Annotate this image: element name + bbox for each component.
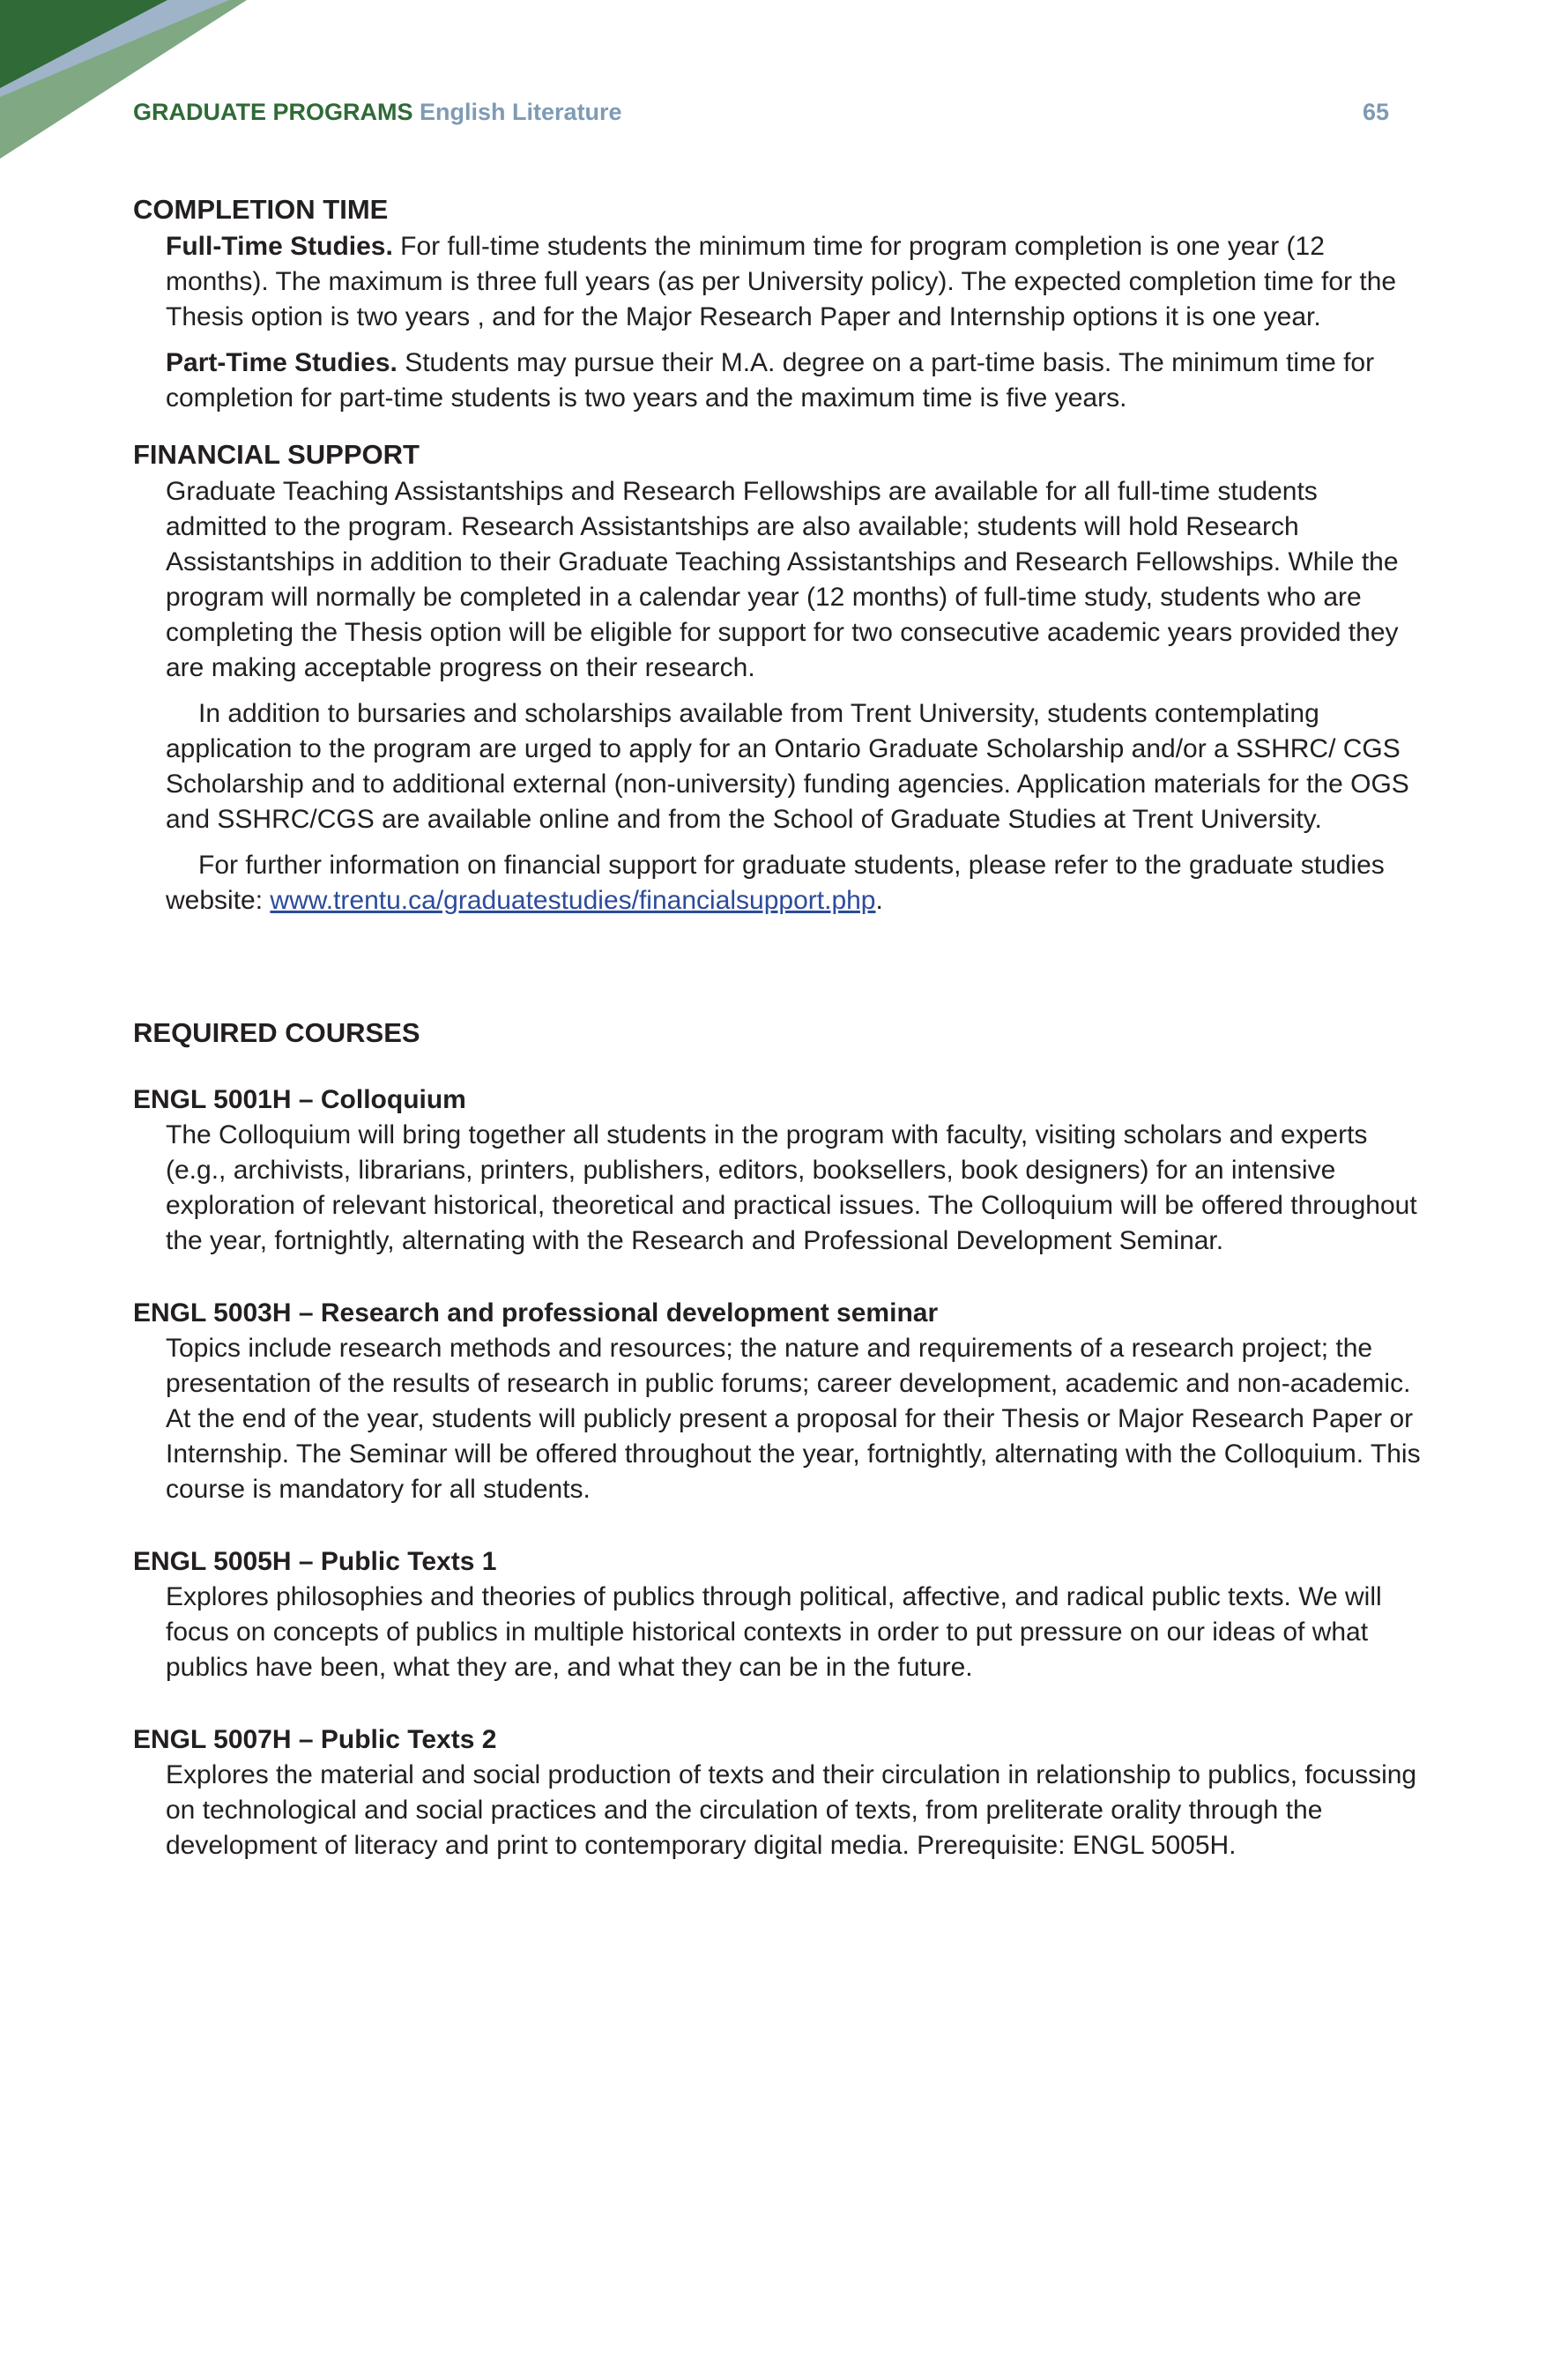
completion-time-section <box>133 190 1423 416</box>
header-section: GRADUATE PROGRAMS <box>133 99 413 125</box>
financial-support-paragraph-3-end: . <box>875 886 883 915</box>
completion-time-heading: COMPLETION TIME <box>133 194 389 225</box>
course-description: Explores philosophies and theories of publics through political, affective, and radical public texts. We will focus on concepts of publics in multiple historical contexts in order to put pressure on our ideas of what publics have been, what they are, and what they can be in the future. <box>166 1582 1382 1682</box>
header-subject: English Literature <box>420 99 622 125</box>
full-time-paragraph <box>166 229 1423 335</box>
part-time-label: Part-Time Studies. <box>166 348 398 377</box>
financial-support-paragraph-3 <box>166 848 1423 919</box>
spacer <box>166 837 1423 848</box>
course-description: The Colloquium will bring together all students in the program with faculty, visiting scholars and experts (e.g., archivists, librarians, printers, publishers, editors, booksellers, book designers) for an intensive exploration of relevant historical, theoretical and practical issues. The Colloquium will be offered throughout the year, fortnightly, alternating with the Research and Professional Development Seminar. <box>166 1120 1417 1255</box>
full-time-text: For full-time students the minimum time for program completion is one year (12 months). The maximum is three full years (as per University policy). The expected completion time for the Thesis option is two years , and for the Major Research Paper and Internship options it is one year. <box>166 232 1397 331</box>
financial-support-link[interactable]: www.trentu.ca/graduatestudies/financialsupport.php <box>270 886 876 915</box>
course-entry <box>133 1296 1423 1507</box>
page-content <box>133 190 1423 1863</box>
course-title: ENGL 5001H – Colloquium <box>133 1085 466 1114</box>
spacer <box>133 919 1423 1014</box>
course-title: ENGL 5005H – Public Texts 1 <box>133 1547 497 1576</box>
spacer <box>166 335 1423 346</box>
corner-decoration-graphic <box>0 0 247 159</box>
financial-support-paragraph-2: In addition to bursaries and scholarships available from Trent University, students contemplating application to the program are urged to apply for an Ontario Graduate Scholarship and/or a SSHRC/ CGS Scholarship and to additional external (non-university) funding agencies. Application materials for the OGS and SSHRC/CGS are available online and from the School of Graduate Studies at Trent University. <box>166 699 1409 834</box>
financial-support-heading: FINANCIAL SUPPORT <box>133 439 420 470</box>
course-description: Explores the material and social production of texts and their circulation in relationship to publics, focussing on technological and social practices and the circulation of texts, from preliterate orality through the development of literacy and print to contemporary digital media. Prerequisite: ENGL 5005H. <box>166 1760 1417 1860</box>
financial-support-paragraph-1: Graduate Teaching Assistantships and Research Fellowships are available for all full-time students admitted to the program. Research Assistantships are also available; students will hold Research Assistantships in addition to their Graduate Teaching Assistantships and Research Fellowships. While the program will normally be completed in a calendar year (12 months) of full-time study, students who are completing the Thesis option will be eligible for support for two consecutive academic years provided they are making acceptable progress on their research. <box>166 477 1399 682</box>
course-title: ENGL 5007H – Public Texts 2 <box>133 1725 497 1754</box>
required-courses-section <box>133 1014 1423 1863</box>
spacer <box>133 1259 1423 1296</box>
course-entry <box>133 1544 1423 1685</box>
course-entry <box>133 1722 1423 1863</box>
completion-time-body <box>133 229 1423 416</box>
financial-support-section <box>133 435 1423 919</box>
full-time-label: Full-Time Studies. <box>166 232 393 261</box>
spacer <box>133 416 1423 435</box>
spacer <box>133 1052 1423 1082</box>
page-number: 65 <box>1362 99 1389 125</box>
spacer <box>133 1507 1423 1544</box>
running-header <box>133 99 1389 134</box>
course-description: Topics include research methods and resources; the nature and requirements of a research project; the presentation of the results of research in public forums; career development, academic and non-academic. At the end of the year, students will publicly present a proposal for their Thesis or Major Research Paper or Internship. The Seminar will be offered throughout the year, fortnightly, alternating with the Colloquium. This course is mandatory for all students. <box>166 1334 1421 1504</box>
financial-support-paragraph-3-text: For further information on financial support for graduate students, please refer to the graduate studies website: <box>166 851 1385 915</box>
part-time-paragraph <box>166 346 1423 416</box>
spacer <box>133 1685 1423 1722</box>
course-entry <box>133 1082 1423 1259</box>
required-courses-heading: REQUIRED COURSES <box>133 1017 420 1048</box>
course-title: ENGL 5003H – Research and professional development seminar <box>133 1298 939 1328</box>
spacer <box>166 686 1423 696</box>
financial-support-body <box>133 474 1423 919</box>
part-time-text: Students may pursue their M.A. degree on a part-time basis. The minimum time for completion for part-time students is two years and the maximum time is five years. <box>166 348 1375 413</box>
